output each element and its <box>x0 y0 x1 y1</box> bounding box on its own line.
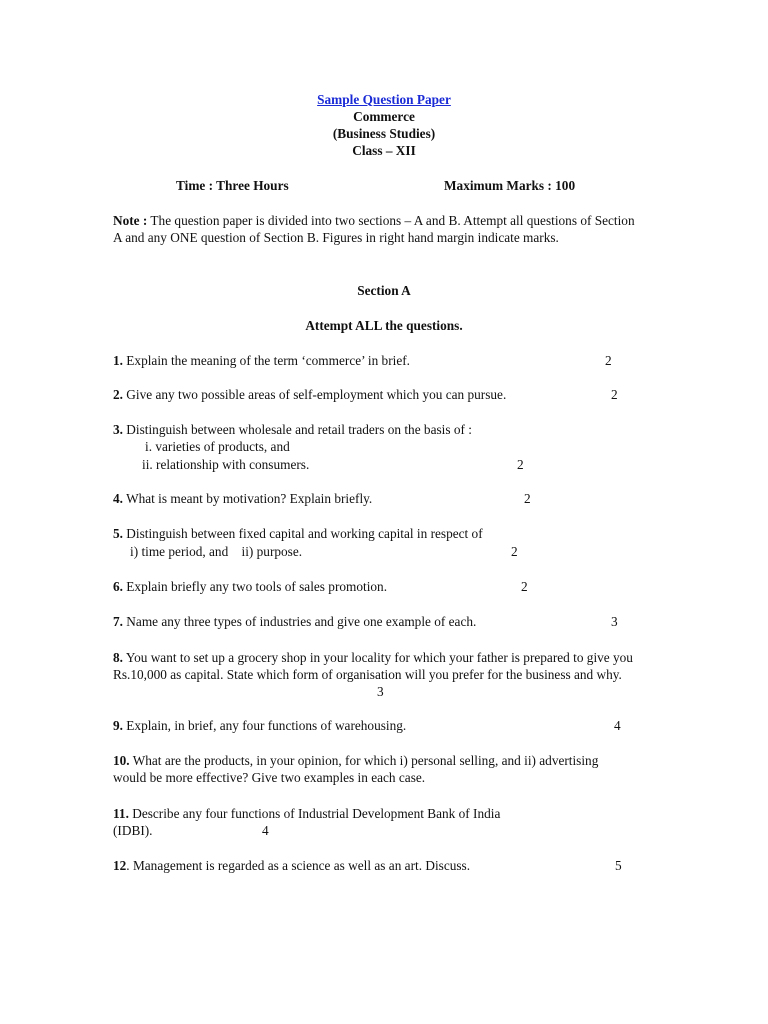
question-number: 9. <box>113 718 123 733</box>
max-marks-label: Maximum Marks : 100 <box>444 178 576 193</box>
question-12 <box>113 857 470 874</box>
question-text: Name any three types of industries and give one example of each. <box>122 614 477 629</box>
question-marks: 3 <box>377 684 384 699</box>
note-paragraph <box>113 212 645 246</box>
question-text: . Management is regarded as a science as well as an art. Discuss. <box>126 858 471 873</box>
question-number: 1. <box>113 353 123 368</box>
question-6 <box>113 578 387 595</box>
question-8 <box>113 649 658 683</box>
question-11 <box>113 805 500 822</box>
question-text: Explain briefly any two tools of sales promotion. <box>122 579 388 594</box>
question-subitem: (IDBI). <box>113 823 153 838</box>
question-10 <box>113 752 613 786</box>
note-label: Note : <box>113 213 148 228</box>
question-3 <box>113 421 472 438</box>
question-text: Explain, in brief, any four functions of warehousing. <box>122 718 407 733</box>
question-number: 11. <box>113 806 129 821</box>
question-2 <box>113 386 506 403</box>
title-container <box>0 91 768 108</box>
question-text: Give any two possible areas of self-employment which you can pursue. <box>122 387 507 402</box>
question-1 <box>113 352 410 369</box>
question-text: What are the products, in your opinion, for which i) personal selling, and ii) advertising would be more effective? Give two examples in each case. <box>113 753 599 785</box>
question-9 <box>113 717 406 734</box>
question-7 <box>113 613 476 630</box>
subject-heading: Commerce <box>353 109 415 124</box>
question-number: 8. <box>113 650 123 665</box>
question-number: 10. <box>113 753 130 768</box>
title-link[interactable]: Sample Question Paper <box>317 92 451 107</box>
question-text: Distinguish between wholesale and retail traders on the basis of : <box>122 422 472 437</box>
question-number: 4. <box>113 491 123 506</box>
section-title: Section A <box>357 283 411 298</box>
question-marks: 3 <box>611 614 618 629</box>
question-5 <box>113 525 483 542</box>
question-number: 6. <box>113 579 123 594</box>
section-instruction: Attempt ALL the questions. <box>305 318 463 333</box>
question-marks: 2 <box>521 579 528 594</box>
question-subitem: ii. relationship with consumers. <box>142 457 310 472</box>
question-number: 7. <box>113 614 123 629</box>
question-marks: 2 <box>611 387 618 402</box>
question-text: What is meant by motivation? Explain briefly. <box>122 491 373 506</box>
question-number: 2. <box>113 387 123 402</box>
question-subitem: i) time period, and ii) purpose. <box>130 544 303 559</box>
note-text: The question paper is divided into two sections – A and B. Attempt all questions of Section A and any ONE question of Section B. Figures in right hand margin indicate marks. <box>113 213 635 245</box>
question-marks: 2 <box>517 457 524 472</box>
question-marks: 2 <box>511 544 518 559</box>
question-text: Distinguish between fixed capital and working capital in respect of <box>122 526 483 541</box>
question-text: You want to set up a grocery shop in your locality for which your father is prepared to give you Rs.10,000 as capital. State which form of organisation will you prefer for the business and why. <box>113 650 633 682</box>
question-number: 12 <box>113 858 127 873</box>
question-number: 5. <box>113 526 123 541</box>
class-heading: Class – XII <box>352 143 416 158</box>
question-text: Describe any four functions of Industrial Development Bank of India <box>128 806 501 821</box>
question-marks: 4 <box>614 718 621 733</box>
question-marks: 2 <box>605 353 612 368</box>
question-marks: 4 <box>262 823 269 838</box>
time-label: Time : Three Hours <box>176 178 289 193</box>
question-subitem: i. varieties of products, and <box>145 439 290 454</box>
subject-subtitle: (Business Studies) <box>332 126 436 141</box>
question-marks: 2 <box>524 491 531 506</box>
question-number: 3. <box>113 422 123 437</box>
question-marks: 5 <box>615 858 622 873</box>
question-text: Explain the meaning of the term ‘commerce’ in brief. <box>122 353 410 368</box>
question-4 <box>113 490 372 507</box>
